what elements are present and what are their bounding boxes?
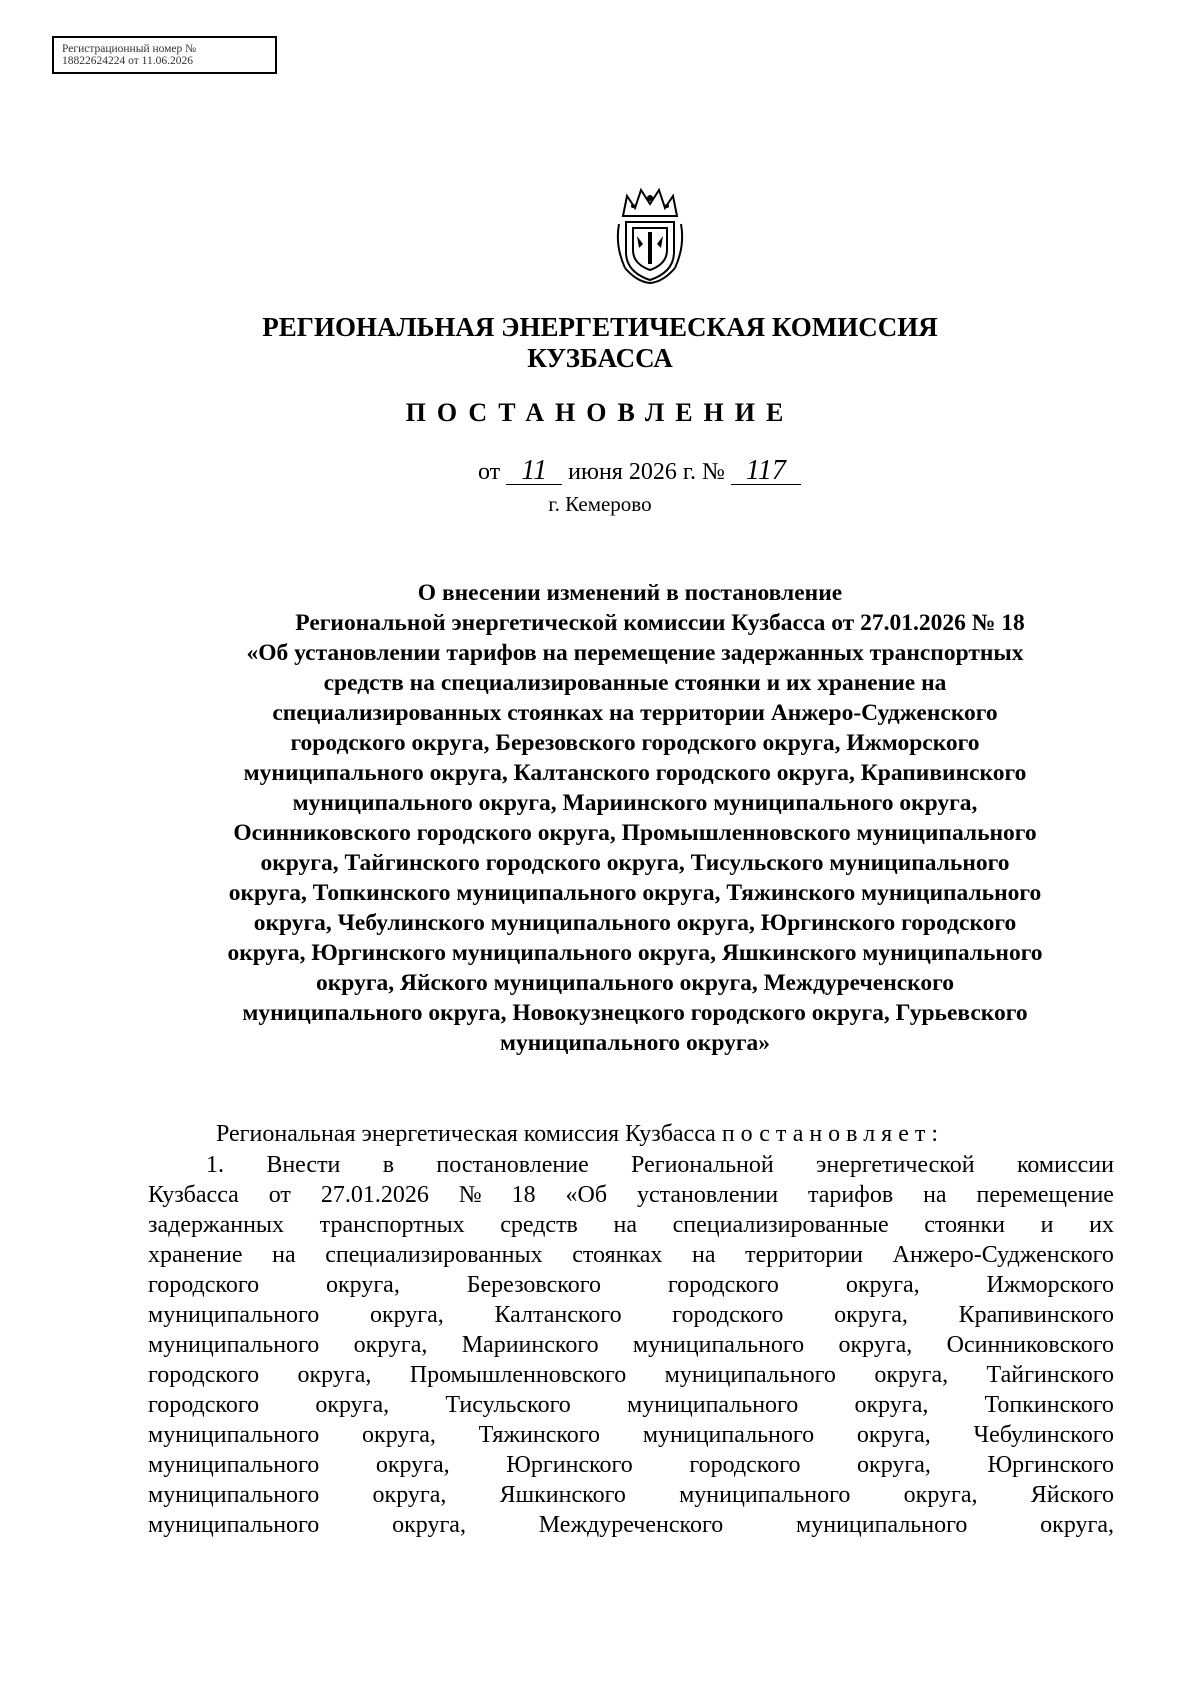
body-line (148, 1180, 1114, 1210)
body-word: городского (148, 1272, 260, 1298)
body-line (148, 1510, 1114, 1540)
body-word: округа, (392, 1512, 466, 1538)
body-word: округа, (857, 1452, 931, 1478)
body-word: округа, (854, 1392, 929, 1418)
resolution-title (140, 578, 1130, 1058)
handwritten-day: 11 (506, 458, 562, 485)
title-line: округа, Яйского муниципального округа, Междуреченского (316, 970, 954, 996)
registration-stamp-line2: 18822624224 от 11.06.2026 (62, 55, 193, 67)
body-word: на (692, 1242, 716, 1268)
body-line (148, 1210, 1114, 1240)
body-line (148, 1390, 1114, 1420)
body-word: округа, (369, 1302, 444, 1328)
body-word: городского (672, 1302, 784, 1328)
body-word: Ижморского (986, 1272, 1114, 1298)
body-word: территории (745, 1242, 863, 1268)
body-word: муниципального (148, 1332, 320, 1358)
body-text (148, 1150, 1114, 1540)
city: г. Кемерово (548, 492, 652, 516)
organization-name (0, 312, 1200, 374)
kuzbass-coat-of-arms-icon (611, 186, 689, 284)
body-word: 18 (511, 1182, 536, 1208)
body-word: городского (148, 1362, 260, 1388)
body-word: муниципального (148, 1422, 320, 1448)
body-word: транспортных (319, 1212, 465, 1238)
body-word: муниципального (627, 1392, 799, 1418)
body-word: округа, (845, 1272, 920, 1298)
body-word: Мариинского (461, 1332, 599, 1358)
preamble (216, 1121, 944, 1148)
body-word: Промышленновского (409, 1362, 627, 1388)
title-line: муниципального округа» (500, 1030, 770, 1056)
body-word: постановление (436, 1152, 589, 1178)
body-word: задержанных (148, 1212, 285, 1238)
handwritten-number: 117 (731, 458, 801, 485)
body-word: округа, (353, 1332, 428, 1358)
title-line: муниципального округа, Мариинского муниципального округа, (292, 790, 978, 816)
date-line (478, 455, 801, 486)
body-word: № (458, 1182, 482, 1208)
document-type: ПОСТАНОВЛЕНИЕ (405, 398, 795, 427)
title-line: Осинниковского городского округа, Промышленновского муниципального (233, 820, 1037, 846)
number-sign: № (701, 459, 725, 485)
body-word: и (1040, 1212, 1054, 1238)
body-word: на (923, 1182, 947, 1208)
body-word: Тисульского (445, 1392, 571, 1418)
body-word: Внести (266, 1152, 341, 1178)
org-line1: РЕГИОНАЛЬНАЯ ЭНЕРГЕТИЧЕСКАЯ КОМИССИЯ (262, 312, 938, 342)
registration-stamp (52, 36, 277, 74)
body-word: муниципального (664, 1362, 836, 1388)
body-word: округа, (838, 1332, 913, 1358)
body-word: округа, (372, 1482, 447, 1508)
body-word: муниципального (148, 1452, 320, 1478)
body-word: средств (500, 1212, 578, 1238)
body-line (148, 1150, 1114, 1180)
body-line (148, 1270, 1114, 1300)
title-line: О внесении изменений в постановление (417, 580, 843, 606)
body-word: от (268, 1182, 291, 1208)
body-word: муниципального (632, 1332, 805, 1358)
body-line (148, 1420, 1114, 1450)
body-word: городского (148, 1392, 260, 1418)
body-word: энергетической (816, 1152, 975, 1178)
body-line (148, 1450, 1114, 1480)
body-word: округа, (362, 1422, 436, 1448)
body-word: городского (689, 1452, 801, 1478)
body-word: Чебулинского (973, 1422, 1114, 1448)
body-word: их (1089, 1212, 1114, 1238)
title-line: Региональной энергетической комиссии Кузбасса от 27.01.2026 № 18 (295, 610, 1025, 636)
body-word: муниципального (148, 1482, 320, 1508)
title-line: специализированных стоянках на территории Анжеро-Судженского (272, 700, 998, 726)
body-word: Крапивинского (958, 1302, 1114, 1328)
body-word: в (382, 1152, 395, 1178)
body-word: Междуреченского (538, 1512, 724, 1538)
body-word: округа, (297, 1362, 372, 1388)
body-word: округа, (903, 1482, 978, 1508)
title-line: городского округа, Березовского городского округа, Ижморского (290, 730, 980, 756)
body-word: округа, (856, 1422, 931, 1448)
body-word: Осинниковского (946, 1332, 1114, 1358)
body-word: «Об (565, 1182, 608, 1208)
body-word: Яшкинского (499, 1482, 626, 1508)
body-word: муниципального (642, 1422, 815, 1448)
body-word: на (613, 1212, 638, 1238)
body-word: установлении (636, 1182, 779, 1208)
title-line: округа, Топкинского муниципального округа, Тяжинского муниципального (228, 880, 1042, 906)
body-word: тарифов (807, 1182, 894, 1208)
body-word: 1. (206, 1152, 224, 1178)
title-line: средств на специализированные стоянки и их хранение на (323, 670, 947, 696)
preamble-verb: постановляет: (721, 1121, 945, 1147)
body-word: муниципального (148, 1302, 320, 1328)
body-word: хранение (148, 1242, 243, 1268)
body-line (148, 1480, 1114, 1510)
title-line: округа, Юргинского муниципального округа, Яшкинского муниципального (227, 940, 1043, 966)
body-line (148, 1360, 1114, 1390)
body-word: Тяжинского (478, 1422, 601, 1448)
body-word: 27.01.2026 (320, 1182, 429, 1208)
body-line (148, 1300, 1114, 1330)
body-word: стоянках (572, 1242, 663, 1268)
body-word: округа, (834, 1302, 908, 1328)
title-line: муниципального округа, Калтанского городского округа, Крапивинского (243, 760, 1027, 786)
registration-stamp-line1: Регистрационный номер № (62, 43, 197, 55)
body-word: округа, (325, 1272, 400, 1298)
body-word: стоянки (924, 1212, 1006, 1238)
body-word: комиссии (1016, 1152, 1114, 1178)
body-word: Анжеро-Судженского (892, 1242, 1114, 1268)
body-word: специализированных (325, 1242, 543, 1268)
body-word: округа, (874, 1362, 949, 1388)
preamble-text: Региональная энергетическая комиссия Кузбасса (216, 1121, 716, 1147)
body-word: Калтанского (494, 1302, 622, 1328)
title-line: «Об установлении тарифов на перемещение задержанных транспортных (246, 640, 1024, 666)
body-word: округа, (375, 1452, 450, 1478)
body-word: Яйского (1030, 1482, 1114, 1508)
title-line: округа, Тайгинского городского округа, Тисульского муниципального (260, 850, 1010, 876)
body-word: на (272, 1242, 296, 1268)
body-word: муниципального (679, 1482, 851, 1508)
date-prefix: от (478, 459, 501, 485)
body-word: городского (667, 1272, 779, 1298)
body-word: Региональной (631, 1152, 774, 1178)
month-year: июня 2026 г. (568, 459, 696, 485)
body-line (148, 1330, 1114, 1360)
body-word: специализированные (672, 1212, 889, 1238)
body-word: Юргинского (987, 1452, 1114, 1478)
body-word: Юргинского (506, 1452, 633, 1478)
body-word: Тайгинского (986, 1362, 1114, 1388)
body-word: округа, (315, 1392, 390, 1418)
body-word: Березовского (466, 1272, 601, 1298)
body-line (148, 1240, 1114, 1270)
body-word: муниципального (796, 1512, 968, 1538)
body-word: Кузбасса (148, 1182, 239, 1208)
body-word: Топкинского (984, 1392, 1114, 1418)
body-word: муниципального (148, 1512, 320, 1538)
title-line: округа, Чебулинского муниципального округа, Юргинского городского (253, 910, 1017, 936)
body-word: округа, (1040, 1512, 1114, 1538)
title-line: муниципального округа, Новокузнецкого городского округа, Гурьевского (242, 1000, 1028, 1026)
org-line2: КУЗБАССА (527, 343, 673, 373)
body-word: перемещение (976, 1182, 1114, 1208)
